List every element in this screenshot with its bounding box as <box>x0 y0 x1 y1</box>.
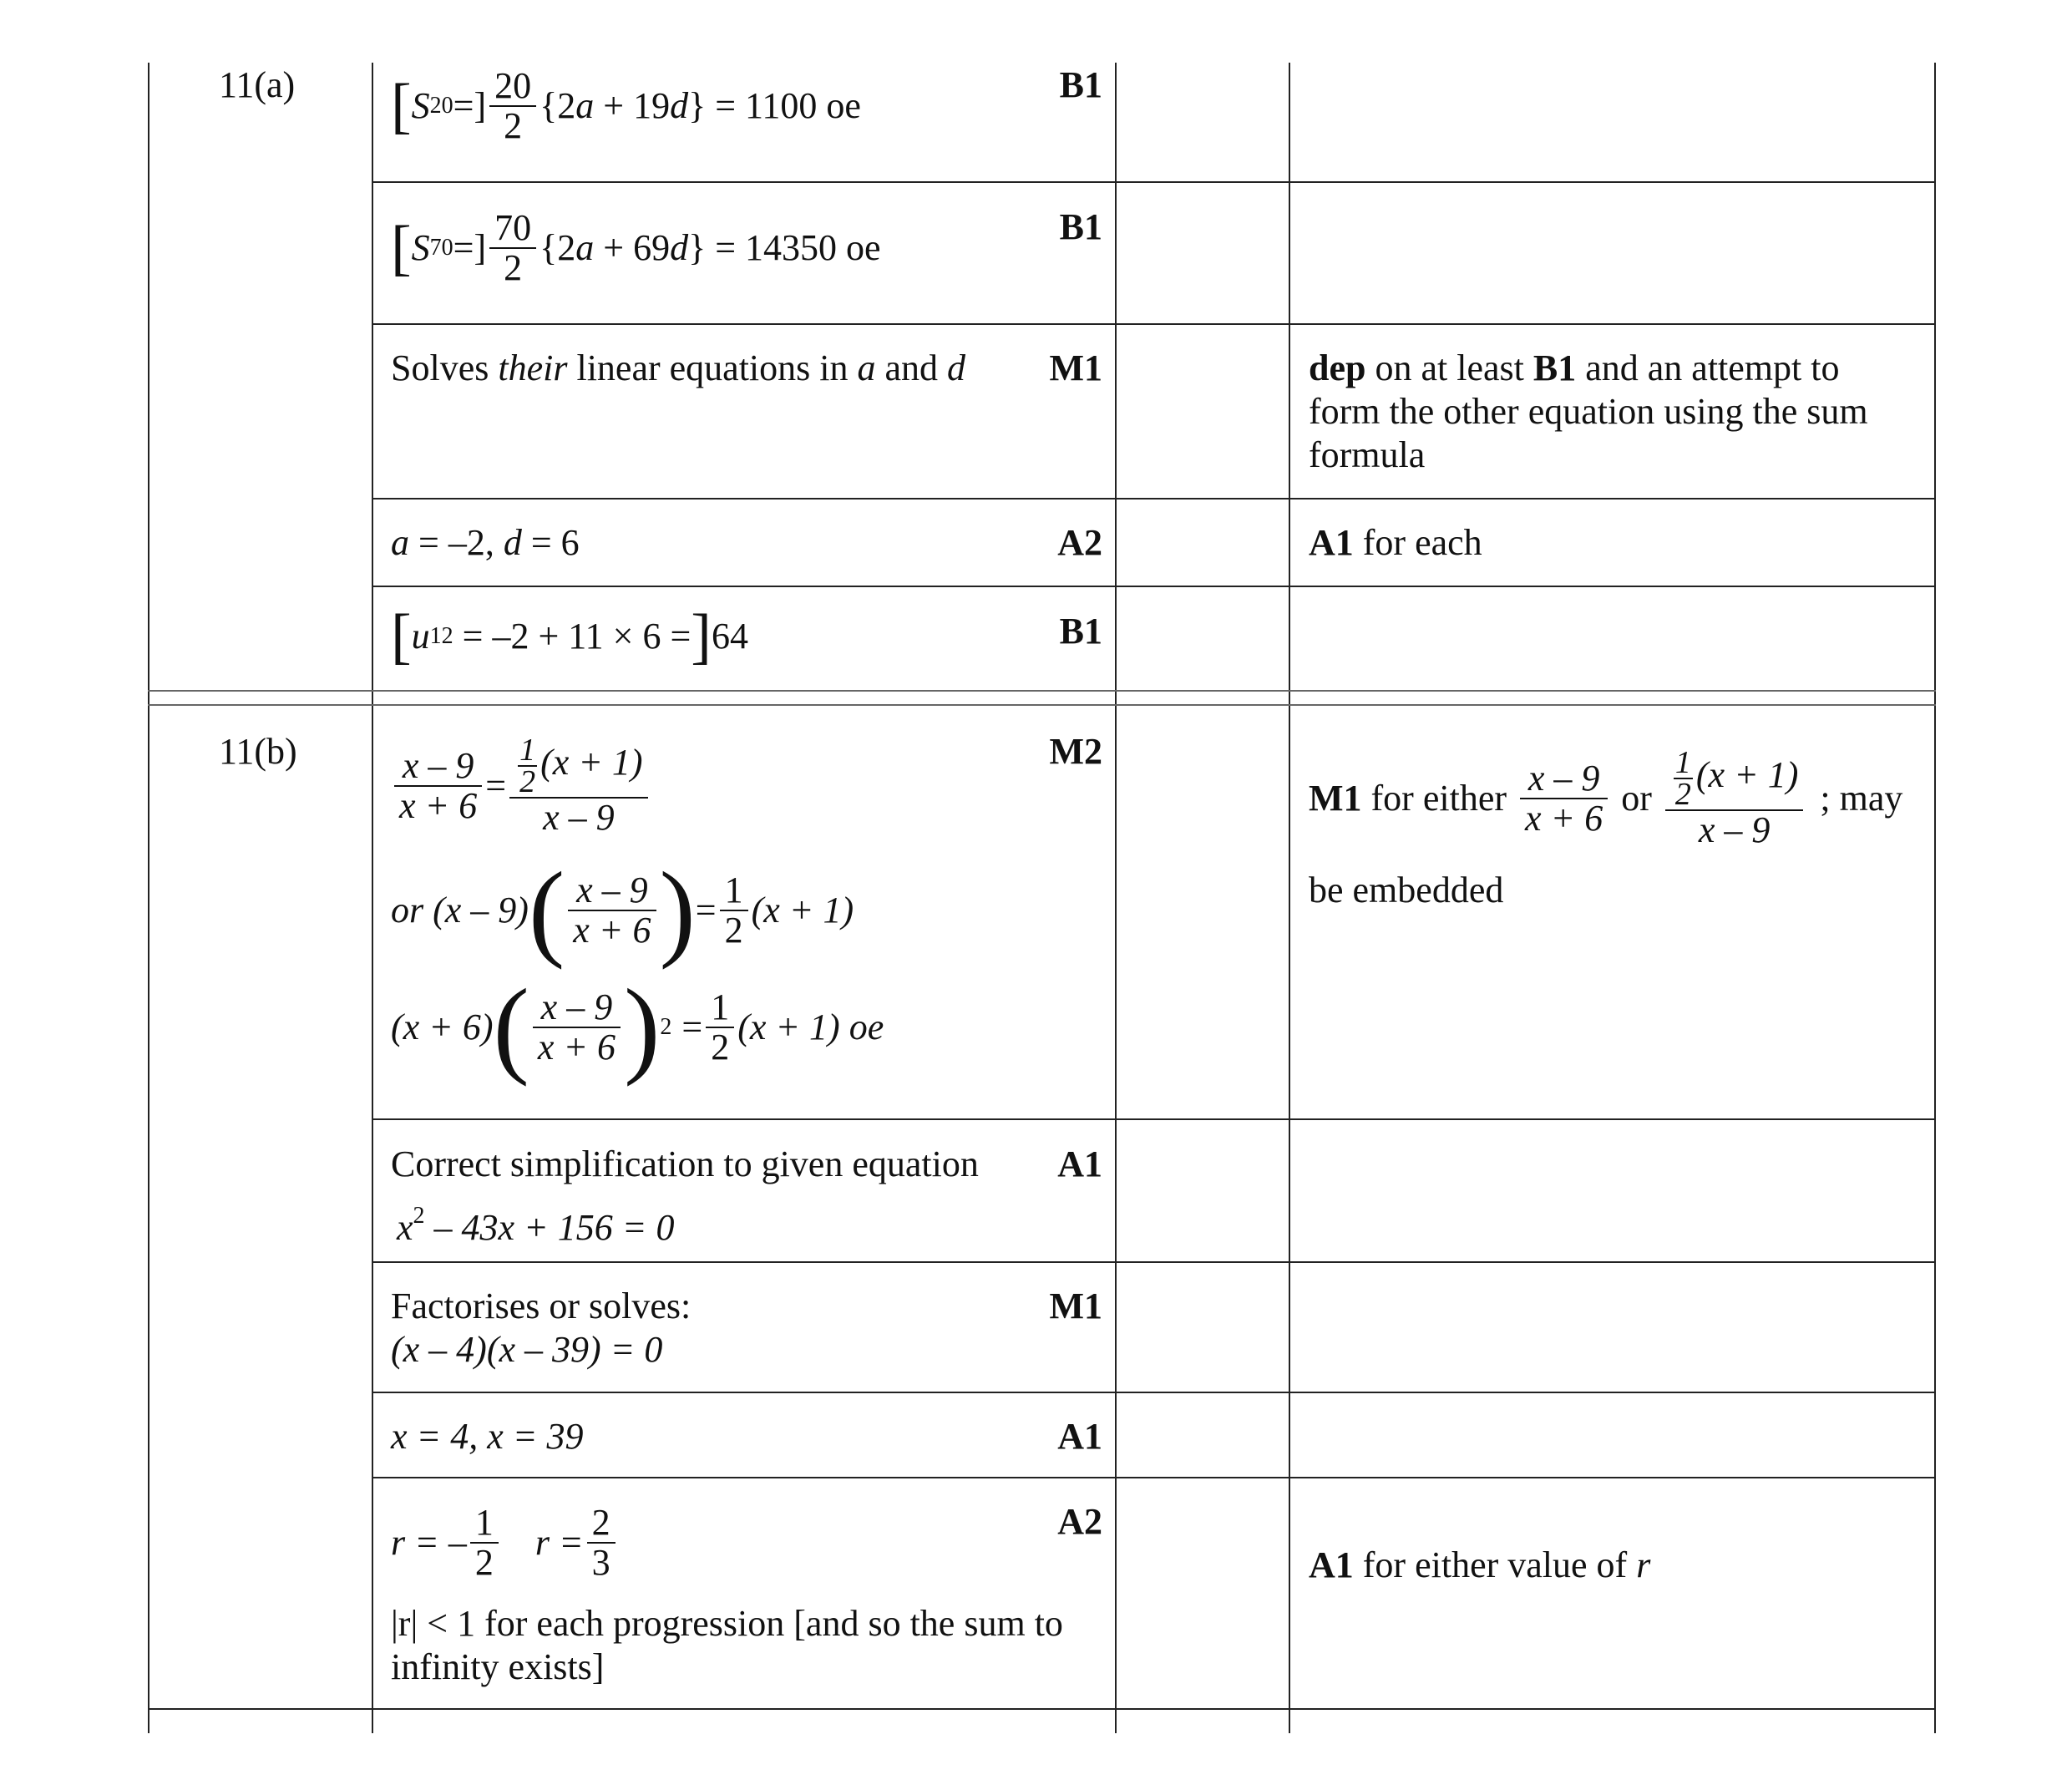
note-m1-either <box>1309 745 1903 850</box>
answer-simplification: Correct simplification to given equation <box>391 1144 979 1184</box>
exponent: 2 <box>660 1014 672 1040</box>
row-rule <box>372 1261 1936 1263</box>
note-a1-either-r <box>1309 1544 1650 1587</box>
col-rule-left <box>148 63 149 1733</box>
mark-a2: A2 <box>1057 1501 1102 1542</box>
value: 64 <box>711 616 748 657</box>
fraction <box>533 988 621 1067</box>
expr-part: } = 1100 oe <box>688 85 861 126</box>
note-dep <box>1309 347 1918 477</box>
bracket-close: =] <box>453 227 487 268</box>
note-text: or <box>1621 778 1652 819</box>
note-text: ; may <box>1820 778 1903 819</box>
mark-m1: M1 <box>1049 1286 1102 1326</box>
var-d: d <box>947 347 966 388</box>
fraction <box>470 1504 499 1582</box>
expr-part: (x + 1) <box>751 890 854 931</box>
expr-part: (x + 1) oe <box>737 1007 884 1047</box>
question-label-11b: 11(b) <box>219 731 297 772</box>
denominator: 2 <box>519 764 536 799</box>
denominator: 2 <box>1674 777 1691 812</box>
numerator: 1 <box>1674 745 1691 780</box>
denominator: x + 6 <box>1525 798 1603 839</box>
fraction <box>509 735 648 837</box>
note-bold: B1 <box>1532 347 1577 388</box>
text: and <box>875 347 948 388</box>
equals: = <box>695 890 717 931</box>
subscript: 20 <box>429 93 453 119</box>
section-divider-top <box>148 690 1936 692</box>
denominator: x – 9 <box>543 797 615 838</box>
denominator: 2 <box>724 910 743 951</box>
text: r = – <box>391 1522 467 1563</box>
var-d: d <box>670 227 689 268</box>
subscript: 12 <box>429 623 453 649</box>
expr-part: + 69 <box>594 227 671 268</box>
denominator: 2 <box>474 1542 494 1583</box>
text: Solves <box>391 347 499 388</box>
answer-u12 <box>391 602 748 671</box>
mark-a1: A1 <box>1057 1416 1102 1457</box>
half <box>1674 745 1693 812</box>
fraction <box>489 67 536 145</box>
text-italic: their <box>498 347 568 388</box>
denominator: 2 <box>711 1027 730 1067</box>
expr-part: {2 <box>540 227 576 268</box>
text: or (x – 9) <box>391 890 529 931</box>
answer-quadratic <box>397 1194 674 1250</box>
bracket: ] <box>691 602 712 671</box>
var-a: a <box>575 227 595 268</box>
fraction <box>1520 759 1608 838</box>
fraction <box>568 871 656 950</box>
fraction <box>720 871 748 950</box>
var-x: x <box>397 1207 413 1248</box>
paren-open: ( <box>493 967 529 1088</box>
var-d: d <box>670 85 689 126</box>
exponent: 2 <box>413 1203 425 1229</box>
answer-a-d <box>391 521 580 565</box>
text: r = <box>534 1522 584 1563</box>
fraction <box>394 747 482 825</box>
mark-b1: B1 <box>1059 206 1102 247</box>
question-label-11a: 11(a) <box>219 64 296 105</box>
mark-a2: A2 <box>1057 522 1102 563</box>
answer-ratio-line2 <box>391 850 854 971</box>
expr-part: {2 <box>540 85 576 126</box>
answer-factors: (x – 4)(x – 39) = 0 <box>391 1329 663 1370</box>
note-text: on at least <box>1365 347 1533 388</box>
row-rule <box>372 1477 1936 1478</box>
denominator: 3 <box>591 1542 610 1583</box>
col-rule-answer <box>372 63 373 1733</box>
numerator: 70 <box>489 209 536 249</box>
var-u: u <box>411 616 430 657</box>
mark-m1: M1 <box>1049 347 1102 388</box>
denominator: x + 6 <box>537 1027 616 1067</box>
answer-solves <box>391 347 965 390</box>
mark-a1: A1 <box>1057 1144 1102 1184</box>
paren-close: ) <box>659 850 696 971</box>
row-rule <box>372 323 1936 325</box>
paren-open: ( <box>528 850 565 971</box>
bracket: [ <box>391 214 412 282</box>
numerator: 1 <box>470 1504 499 1544</box>
answer-s70 <box>391 209 881 287</box>
answer-r-values <box>391 1504 619 1582</box>
denominator: 2 <box>504 105 523 146</box>
numerator <box>1665 745 1804 812</box>
text: linear equations in <box>567 347 858 388</box>
note-a1-each <box>1309 521 1482 565</box>
numerator: x – 9 <box>568 871 656 911</box>
note-bold: M1 <box>1309 778 1362 819</box>
expr-part: + 19 <box>594 85 671 126</box>
numerator: x – 9 <box>1520 759 1608 799</box>
col-rule-notes <box>1289 63 1290 1733</box>
answer-s20 <box>391 67 861 145</box>
fraction <box>706 988 734 1067</box>
expr-part: (x + 1) <box>540 742 643 783</box>
expr-part: (x + 1) <box>1695 754 1799 796</box>
numerator: 1 <box>720 871 748 911</box>
bracket-close: =] <box>453 85 487 126</box>
row-rule <box>148 1708 1936 1710</box>
answer-ratio-line1 <box>391 735 651 837</box>
note-text: and an attempt to form the other equation using the sum formula <box>1309 347 1868 475</box>
bracket: [ <box>391 602 412 671</box>
var-a: a <box>575 85 595 126</box>
numerator: x – 9 <box>533 988 621 1028</box>
half <box>518 735 537 797</box>
fraction <box>489 209 536 287</box>
text: (x + 6) <box>391 1007 494 1047</box>
col-rule-marks <box>1115 63 1117 1733</box>
row-rule <box>372 1118 1936 1120</box>
row-rule <box>372 181 1936 183</box>
numerator: 2 <box>587 1504 616 1544</box>
var-d: d <box>503 522 522 563</box>
row-rule <box>372 1392 1936 1393</box>
note-text: for either value of <box>1353 1544 1637 1585</box>
expr-part: } = 14350 oe <box>688 227 881 268</box>
note-embedded: be embedded <box>1309 870 1504 910</box>
row-rule <box>372 586 1936 587</box>
row-rule <box>372 498 1936 499</box>
var-a: a <box>857 347 876 388</box>
numerator: 1 <box>706 988 734 1028</box>
text: = 6 <box>521 522 580 563</box>
numerator: 1 <box>519 733 536 768</box>
note-text: for either <box>1361 778 1507 819</box>
note-bold: dep <box>1309 347 1366 388</box>
note-bold: A1 <box>1309 1544 1354 1585</box>
bracket: [ <box>391 72 412 140</box>
note-text: for each <box>1353 522 1482 563</box>
fraction <box>1665 745 1804 850</box>
denominator: x + 6 <box>573 910 651 951</box>
var-s: S <box>411 85 430 126</box>
mark-m2: M2 <box>1049 731 1102 772</box>
denominator: 2 <box>504 247 523 288</box>
text: = –2 + 11 × 6 = <box>453 616 692 657</box>
answer-x-values: x = 4, x = 39 <box>391 1416 584 1457</box>
equals: = <box>681 1007 703 1047</box>
denominator: x + 6 <box>399 785 478 826</box>
subscript: 70 <box>429 235 453 261</box>
text: = –2, <box>409 522 504 563</box>
var-r: r <box>1636 1544 1651 1585</box>
var-s: S <box>411 227 430 268</box>
note-bold: A1 <box>1309 522 1354 563</box>
mark-b1: B1 <box>1059 611 1102 652</box>
col-rule-right <box>1934 63 1936 1733</box>
expr-part: – 43x + 156 = 0 <box>424 1207 675 1248</box>
var-a: a <box>391 522 409 563</box>
section-divider-bottom <box>148 704 1936 706</box>
equals: = <box>485 765 507 806</box>
paren-close: ) <box>624 967 661 1088</box>
answer-ratio-line3 <box>391 967 884 1088</box>
numerator <box>509 735 648 799</box>
fraction <box>587 1504 616 1582</box>
mark-b1: B1 <box>1059 64 1102 105</box>
numerator: 20 <box>489 67 536 107</box>
denominator: x – 9 <box>1698 809 1771 850</box>
answer-abs-r: |r| < 1 for each progression [and so the sum to infinity exists] <box>391 1603 1063 1687</box>
answer-factorises: Factorises or solves: <box>391 1286 692 1326</box>
numerator: x – 9 <box>394 747 482 787</box>
